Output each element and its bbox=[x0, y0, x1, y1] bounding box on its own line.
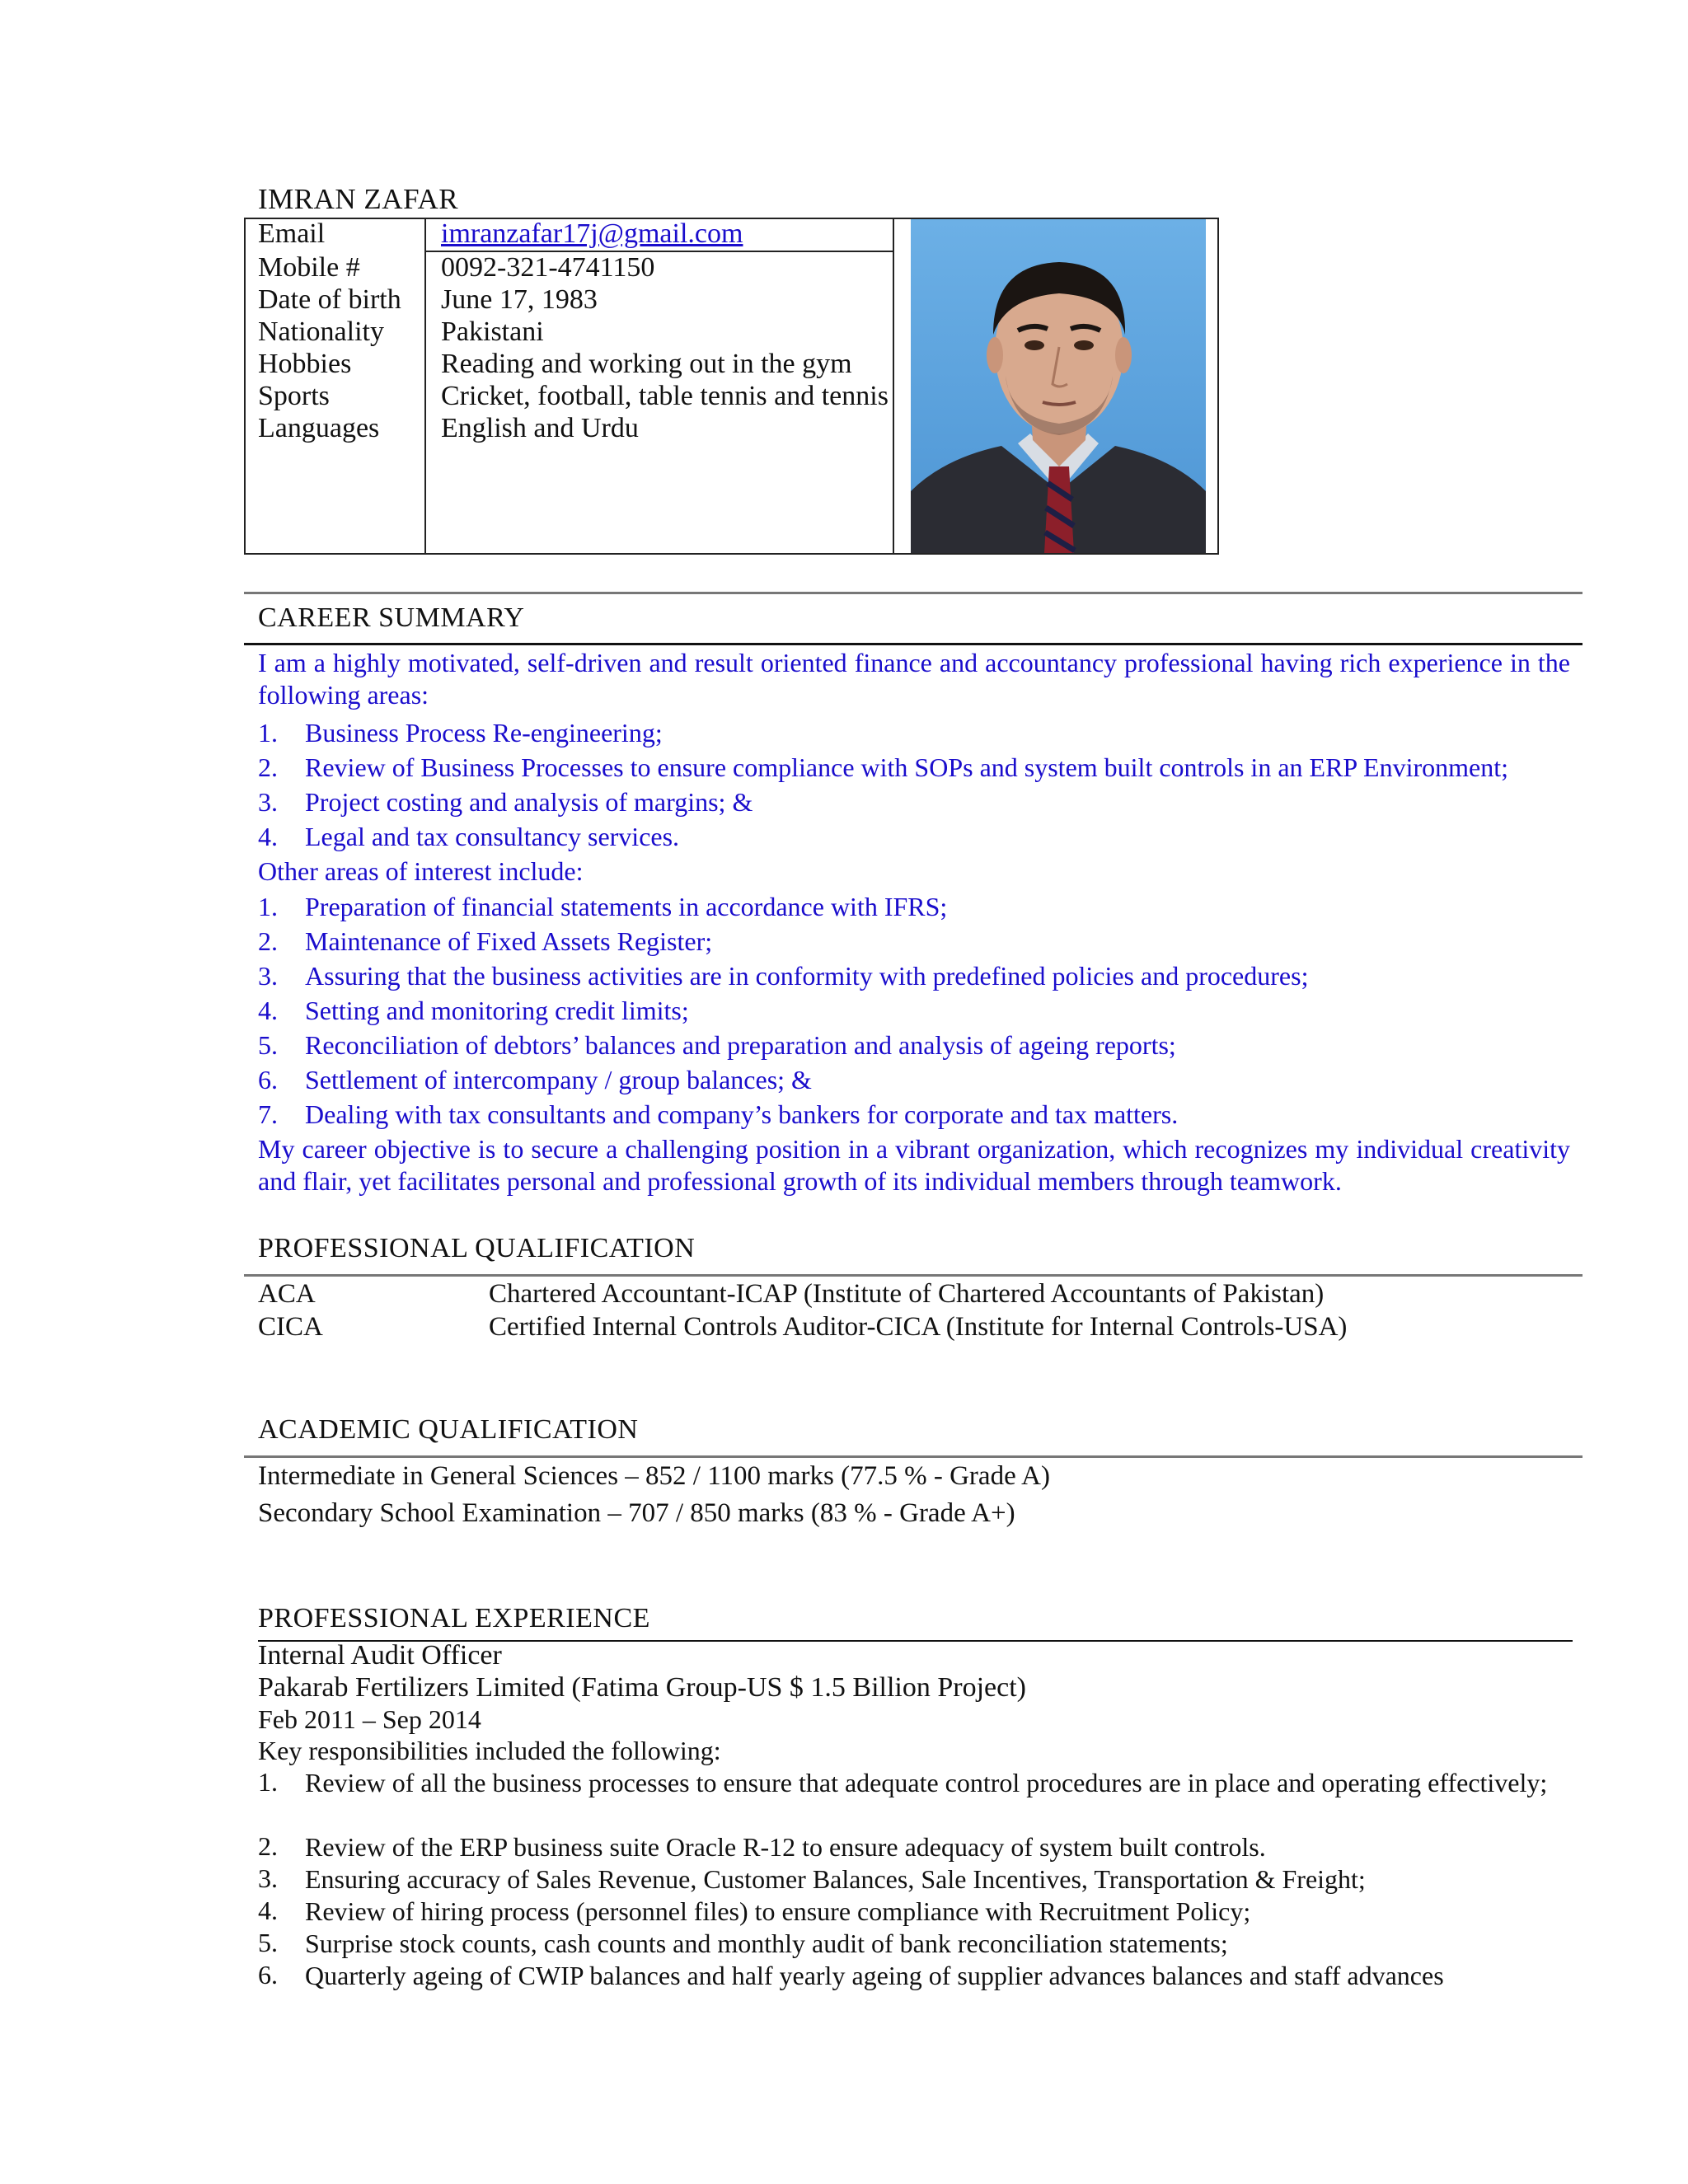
academic-entry: Intermediate in General Sciences – 852 / 1100 marks (77.5 % - Grade A) bbox=[258, 1461, 1050, 1491]
email-link[interactable]: imranzafar17j@gmail.com bbox=[441, 218, 743, 249]
list-number: 1. bbox=[258, 892, 278, 921]
company-name: Pakarab Fertilizers Limited (Fatima Group-US $ 1.5 Billion Project) bbox=[258, 1672, 1026, 1703]
section-rule bbox=[244, 643, 1582, 645]
list-item: Business Process Re-engineering; bbox=[305, 718, 663, 748]
list-number: 2. bbox=[258, 752, 278, 782]
academic-qualification-heading: ACADEMIC QUALIFICATION bbox=[258, 1414, 639, 1445]
list-number: 6. bbox=[258, 1065, 278, 1094]
list-number: 2. bbox=[258, 926, 278, 956]
career-intro: I am a highly motivated, self-driven and result oriented finance and accountancy professional having rich experience in the following areas: bbox=[258, 648, 1570, 710]
nationality-value: Pakistani bbox=[441, 316, 544, 347]
section-rule bbox=[244, 1274, 1582, 1277]
list-item: Preparation of financial statements in accordance with IFRS; bbox=[305, 892, 948, 921]
dob-label: Date of birth bbox=[258, 284, 401, 315]
qualification-value: Certified Internal Controls Auditor-CICA (Institute for Internal Controls-USA) bbox=[489, 1312, 1348, 1342]
list-number: 4. bbox=[258, 1896, 278, 1925]
dob-value: June 17, 1983 bbox=[441, 284, 598, 315]
qualification-value: Chartered Accountant-ICAP (Institute of Chartered Accountants of Pakistan) bbox=[489, 1279, 1325, 1309]
qualification-label: ACA bbox=[258, 1279, 316, 1309]
hobbies-label: Hobbies bbox=[258, 349, 352, 379]
nationality-label: Nationality bbox=[258, 316, 384, 347]
profile-photo bbox=[911, 219, 1206, 553]
list-item: Setting and monitoring credit limits; bbox=[305, 996, 689, 1025]
professional-experience-heading: PROFESSIONAL EXPERIENCE bbox=[258, 1603, 650, 1633]
languages-label: Languages bbox=[258, 413, 380, 443]
list-item: Maintenance of Fixed Assets Register; bbox=[305, 926, 713, 956]
list-number: 3. bbox=[258, 961, 278, 991]
sports-value: Cricket, football, table tennis and tennis bbox=[441, 381, 889, 411]
qualification-label: CICA bbox=[258, 1312, 323, 1342]
job-period: Feb 2011 – Sep 2014 bbox=[258, 1704, 481, 1734]
list-number: 6. bbox=[258, 1960, 278, 1990]
job-title: Internal Audit Officer bbox=[258, 1640, 502, 1671]
list-number: 3. bbox=[258, 787, 278, 817]
list-item: Assuring that the business activities are in conformity with predefined policies and procedures; bbox=[305, 961, 1309, 991]
career-summary-heading: CAREER SUMMARY bbox=[258, 602, 525, 633]
section-rule bbox=[244, 592, 1582, 594]
table-divider bbox=[893, 218, 894, 555]
list-item: Project costing and analysis of margins; & bbox=[305, 787, 753, 817]
languages-value: English and Urdu bbox=[441, 413, 639, 443]
responsibility-item: Surprise stock counts, cash counts and monthly audit of bank reconciliation statements; bbox=[305, 1929, 1228, 1958]
mobile-label: Mobile # bbox=[258, 252, 360, 283]
professional-qualification-heading: PROFESSIONAL QUALIFICATION bbox=[258, 1233, 696, 1263]
responsibilities-intro: Key responsibilities included the following: bbox=[258, 1736, 721, 1765]
list-item: Reconciliation of debtors’ balances and preparation and analysis of ageing reports; bbox=[305, 1030, 1176, 1060]
list-item: Review of Business Processes to ensure compliance with SOPs and system built controls in an ERP Environment; bbox=[305, 752, 1508, 782]
list-item: Dealing with tax consultants and company’s bankers for corporate and tax matters. bbox=[305, 1099, 1179, 1129]
responsibility-item: Review of all the business processes to ensure that adequate control procedures are in place and operating effectively; bbox=[305, 1768, 1548, 1797]
other-areas-intro: Other areas of interest include: bbox=[258, 856, 584, 886]
list-number: 1. bbox=[258, 718, 278, 748]
table-divider bbox=[424, 218, 426, 555]
list-number: 4. bbox=[258, 822, 278, 851]
sports-label: Sports bbox=[258, 381, 330, 411]
list-number: 7. bbox=[258, 1099, 278, 1129]
hobbies-value: Reading and working out in the gym bbox=[441, 349, 852, 379]
list-number: 1. bbox=[258, 1767, 278, 1797]
list-item: Legal and tax consultancy services. bbox=[305, 822, 680, 851]
responsibility-item: Ensuring accuracy of Sales Revenue, Customer Balances, Sale Incentives, Transportation & Freight; bbox=[305, 1864, 1366, 1894]
candidate-name: IMRAN ZAFAR bbox=[258, 183, 459, 215]
responsibility-item: Review of the ERP business suite Oracle R-12 to ensure adequacy of system built controls. bbox=[305, 1832, 1266, 1862]
list-number: 3. bbox=[258, 1863, 278, 1893]
list-item: Settlement of intercompany / group balances; & bbox=[305, 1065, 812, 1094]
mobile-value: 0092-321-4741150 bbox=[441, 252, 655, 283]
responsibility-item: Quarterly ageing of CWIP balances and half yearly ageing of supplier advances balances and staff advances bbox=[305, 1961, 1444, 1990]
academic-entry: Secondary School Examination – 707 / 850 marks (83 % - Grade A+) bbox=[258, 1498, 1015, 1528]
list-number: 5. bbox=[258, 1030, 278, 1060]
section-rule bbox=[244, 1455, 1582, 1458]
list-number: 4. bbox=[258, 996, 278, 1025]
list-number: 2. bbox=[258, 1831, 278, 1861]
list-number: 5. bbox=[258, 1928, 278, 1957]
email-label: Email bbox=[258, 218, 326, 249]
responsibility-item: Review of hiring process (personnel files) to ensure compliance with Recruitment Policy; bbox=[305, 1896, 1251, 1926]
career-objective: My career objective is to secure a challenging position in a vibrant organization, which recognizes my individual creativity and flair, yet facilitates personal and professional growth of its individual members through teamwork. bbox=[258, 1134, 1570, 1196]
